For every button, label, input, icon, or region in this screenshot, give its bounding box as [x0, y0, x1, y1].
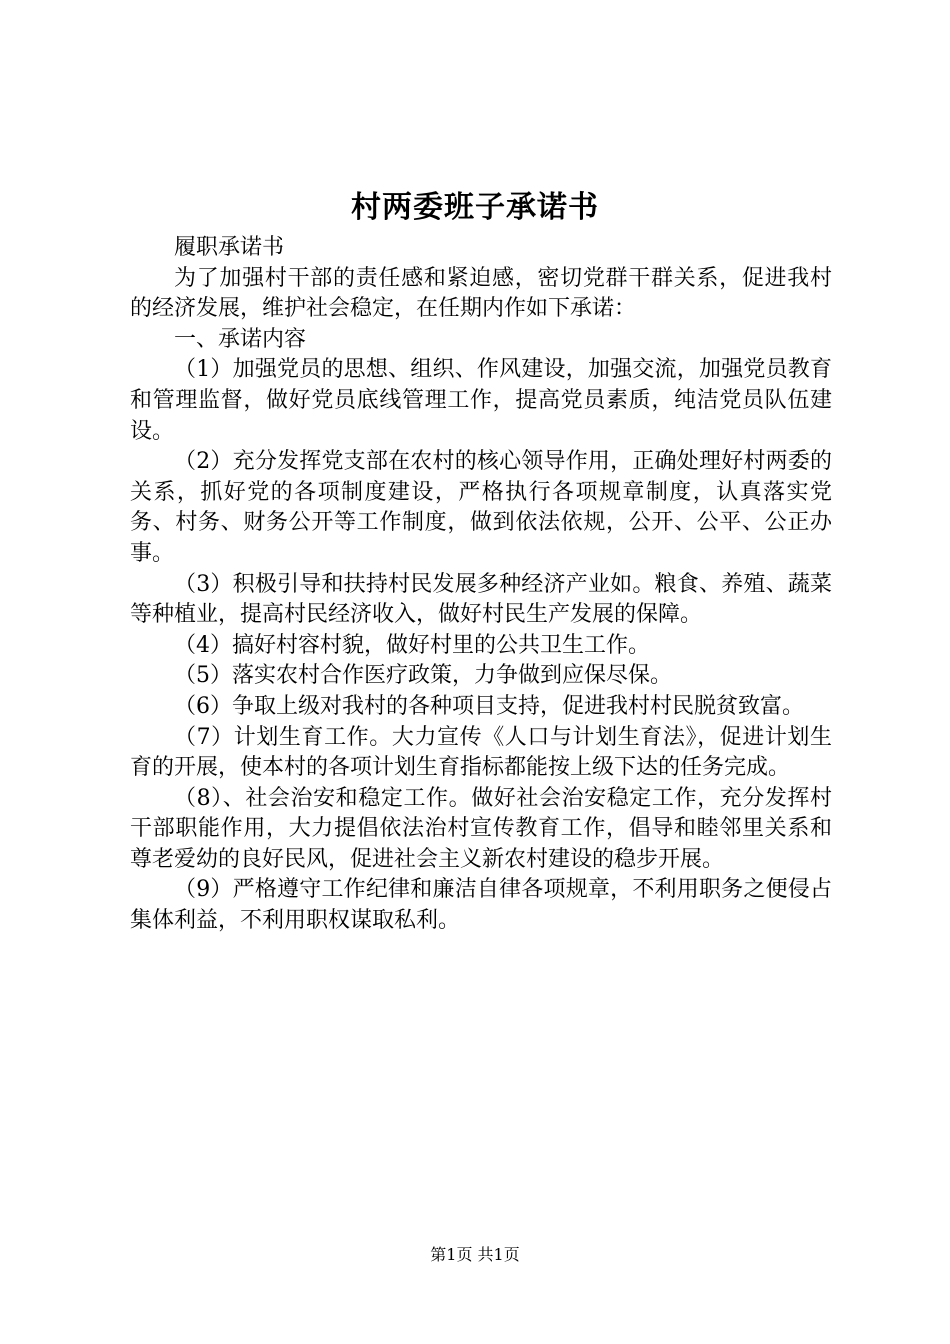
document-body [130, 233, 832, 937]
document-title: 村两委班子承诺书 [351, 190, 599, 225]
section-heading: 一、承诺内容 [174, 326, 307, 352]
commitment-item-1: （1）加强党员的思想、组织、作风建设，加强交流，加强党员教育和管理监督，做好党员底线管理工作，提高党员素质，纯洁党员队伍建设。 [130, 357, 832, 444]
commitment-item-5: （5）落实农村合作医疗政策，力争做到应保尽保。 [174, 663, 672, 689]
commitment-item-7: （7）计划生育工作。大力宣传《人口与计划生育法》，促进计划生育的开展，使本村的各项计划生育指标都能按上级下达的任务完成。 [130, 724, 832, 781]
commitment-item-3: （3）积极引导和扶持村民发展多种经济产业如。粮食、养殖、蔬菜等种植业，提高村民经济收入，做好村民生产发展的保障。 [130, 571, 832, 628]
commitment-item-9: （9）严格遵守工作纪律和廉洁自律各项规章，不利用职务之便侵占集体利益，不利用职权谋取私利。 [130, 877, 832, 934]
paragraph-heading: 履职承诺书 [174, 235, 285, 260]
page-number-footer: 第1页 共1页 [430, 1245, 520, 1264]
paragraph-intro: 为了加强村干部的责任感和紧迫感，密切党群干群关系，促进我村的经济发展，维护社会稳定，在任期内作如下承诺： [130, 265, 832, 322]
commitment-item-2: （2）充分发挥党支部在农村的核心领导作用，正确处理好村两委的关系，抓好党的各项制度建设，严格执行各项规章制度，认真落实党务、村务、财务公开等工作制度，做到依法依规，公开、公平、公正办事。 [130, 449, 832, 566]
commitment-item-6: （6）争取上级对我村的各种项目支持，促进我村村民脱贫致富。 [174, 693, 804, 719]
commitment-item-4: （4）搞好村容村貌，做好村里的公共卫生工作。 [174, 632, 650, 658]
commitment-item-8: （8）、社会治安和稳定工作。做好社会治安稳定工作，充分发挥村干部职能作用，大力提倡依法治村宣传教育工作，倡导和睦邻里关系和尊老爱幼的良好民风，促进社会主义新农村建设的稳步开展。 [130, 785, 832, 872]
